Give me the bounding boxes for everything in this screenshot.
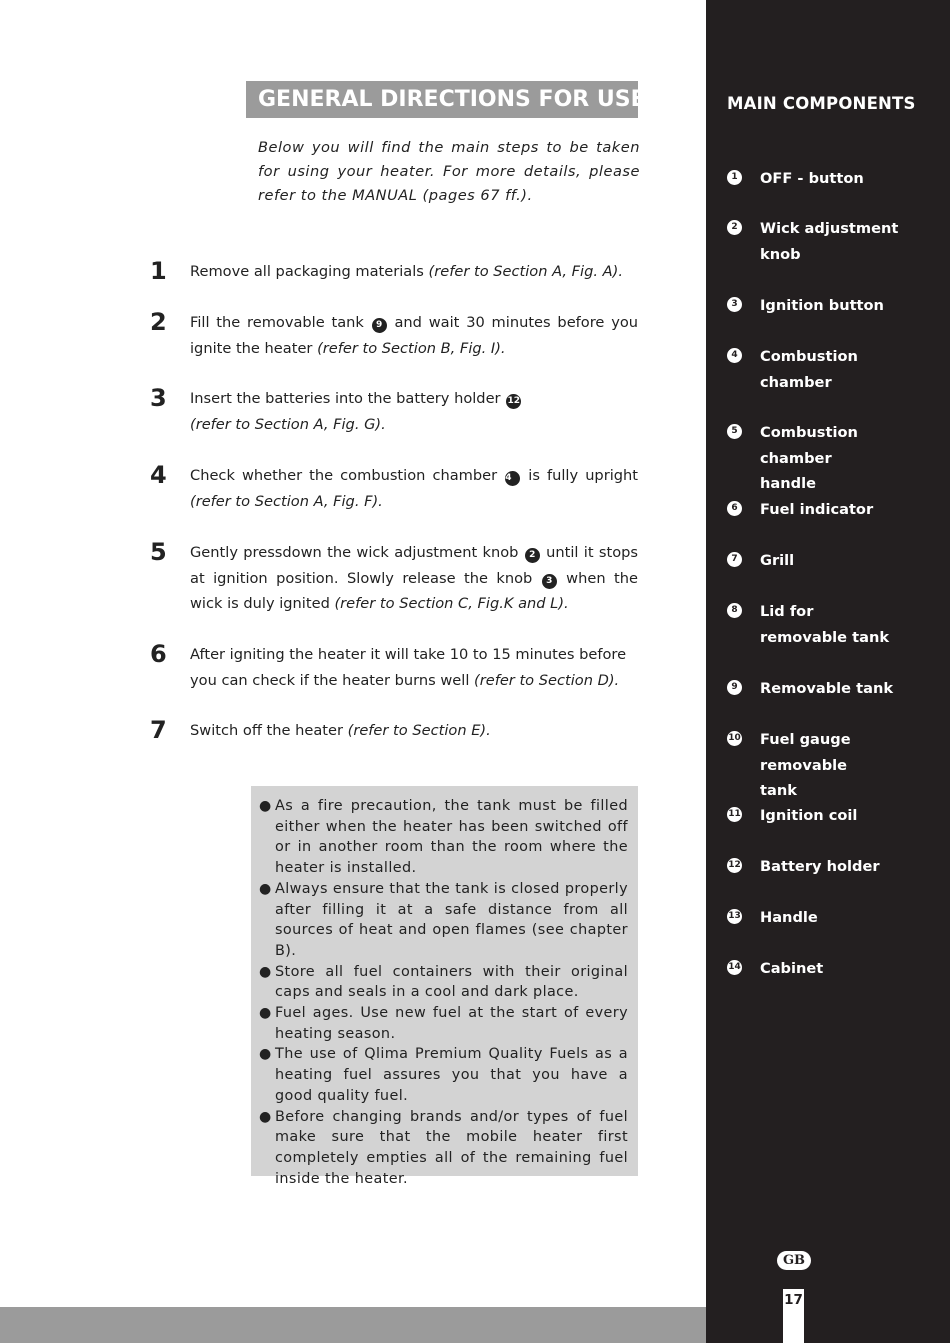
note-item — [257, 879, 628, 962]
number-badge: 3 — [542, 574, 557, 589]
component-label: Fuel indicator — [760, 501, 874, 518]
intro-text: Below you will find the main steps to be taken for using your heater. For more details, please refer to the MANUAL (pages 67 ff.). — [258, 139, 640, 205]
bullet-icon: ● — [259, 1005, 272, 1022]
component-label: Combustion chamber handle — [760, 424, 858, 493]
step-number: 7 — [150, 716, 167, 744]
step-number: 4 — [150, 461, 167, 489]
step-text-part: Insert the batteries into the battery holder — [190, 390, 506, 407]
bullet-icon: ● — [259, 798, 272, 814]
number-badge: 5 — [727, 424, 742, 439]
component-label: Removable tank — [760, 680, 894, 697]
note-text: Always ensure that the tank is closed properly after filling it at a safe distance from all sources of heat and open flames (see chapter B). — [275, 880, 628, 959]
number-badge: 8 — [727, 603, 742, 618]
step-text-part: and wait 30 minutes before you ignite the heater — [190, 314, 639, 357]
step-text-part: Fill the removable tank — [190, 314, 371, 331]
step-text-part: Switch off the heater — [190, 722, 348, 739]
number-badge: 2 — [727, 220, 742, 235]
component-label: Handle — [760, 909, 818, 926]
page-title: GENERAL DIRECTIONS FOR USE — [258, 87, 646, 112]
number-badge: 12 — [506, 394, 521, 409]
step-text — [190, 259, 638, 285]
step-reference: (refer to Section E). — [347, 722, 491, 739]
component-label: Wick adjustment knob — [760, 220, 899, 263]
component-label: Lid for removable tank — [760, 603, 890, 646]
note-text: The use of Qlima Premium Quality Fuels as a heating fuel assures you that you have a good quality fuel. — [275, 1046, 628, 1104]
note-item — [257, 796, 628, 879]
step-reference: (refer to Section A, Fig. G). — [190, 415, 386, 433]
step-text-part: Remove all packaging materials — [190, 263, 429, 280]
step-text-part: until it stops at ignition position. Slowly release the knob — [190, 544, 638, 587]
page-title-box — [246, 81, 646, 118]
footer-bar — [0, 1307, 706, 1343]
step-text-part: Check whether the combustion chamber — [190, 467, 505, 484]
step-text-part: when the wick is duly ignited — [190, 569, 638, 613]
note-item — [257, 1003, 628, 1044]
component-label: Grill — [760, 552, 795, 569]
component-label: Cabinet — [760, 960, 824, 977]
component-label: Battery holder — [760, 858, 880, 875]
sidebar-panel — [706, 0, 950, 1343]
step-text — [190, 386, 638, 437]
number-badge: 6 — [727, 501, 742, 516]
step-reference: (refer to Section A, Fig. F). — [190, 492, 383, 510]
step-reference: (refer to Section A, Fig. A). — [428, 263, 623, 280]
number-badge: 11 — [727, 807, 742, 822]
number-badge: 4 — [727, 348, 742, 363]
safety-notes-box — [251, 786, 638, 1187]
step-number: 3 — [150, 384, 167, 412]
number-badge: 9 — [727, 680, 742, 695]
bullet-icon: ● — [259, 1046, 272, 1063]
bullet-icon: ● — [259, 1108, 272, 1125]
step-text — [190, 310, 638, 361]
component-label: Fuel gauge removable tank — [760, 731, 851, 800]
note-item — [257, 1107, 628, 1190]
number-badge: 10 — [727, 731, 742, 746]
step-text-part: Gently pressdown the wick adjustment knob — [190, 544, 524, 561]
component-label: OFF - button — [760, 170, 864, 187]
component-label: Ignition button — [760, 297, 884, 314]
step-number: 1 — [150, 257, 167, 285]
component-label: Combustion chamber — [760, 348, 858, 391]
note-item — [257, 962, 628, 1003]
sidebar-title: MAIN COMPONENTS — [727, 94, 916, 113]
page-number: 17 — [783, 1289, 804, 1343]
step-reference: (refer to Section C, Fig.K and L). — [334, 595, 569, 613]
step-reference: (refer to Section B, Fig. I). — [317, 339, 506, 357]
number-badge: 1 — [727, 170, 742, 185]
number-badge: 3 — [727, 297, 742, 312]
number-badge: 7 — [727, 552, 742, 567]
language-badge: GB — [777, 1251, 811, 1270]
number-badge: 9 — [372, 318, 387, 333]
note-text: As a fire precaution, the tank must be filled either when the heater has been switched off or in another room than the room where the heater is installed. — [275, 798, 628, 877]
step-text — [190, 540, 638, 617]
note-text: Store all fuel containers with their original caps and seals in a cool and dark place. — [275, 963, 628, 1001]
step-number: 5 — [150, 538, 167, 566]
step-text — [190, 463, 638, 514]
number-badge: 4 — [505, 471, 520, 486]
note-item — [257, 1044, 628, 1106]
bullet-icon: ● — [259, 880, 272, 897]
step-text-part: is fully upright — [521, 467, 638, 484]
step-number: 2 — [150, 308, 167, 336]
component-label: Ignition coil — [760, 807, 858, 824]
note-text: Before changing brands and/or types of fuel make sure that the mobile heater first completely empties all of the remaining fuel inside the heater. — [275, 1108, 628, 1187]
number-badge: 14 — [727, 960, 742, 975]
step-text-part: After igniting the heater it will take 10 to 15 minutes before you can check if the heater burns well — [190, 646, 627, 689]
number-badge: 13 — [727, 909, 742, 924]
step-text — [190, 718, 638, 744]
note-text: Fuel ages. Use new fuel at the start of every heating season. — [275, 1005, 628, 1042]
step-reference: (refer to Section D). — [474, 671, 620, 689]
number-badge: 12 — [727, 858, 742, 873]
bullet-icon: ● — [259, 963, 272, 980]
number-badge: 2 — [525, 548, 540, 563]
step-number: 6 — [150, 640, 167, 668]
step-text — [190, 642, 638, 693]
